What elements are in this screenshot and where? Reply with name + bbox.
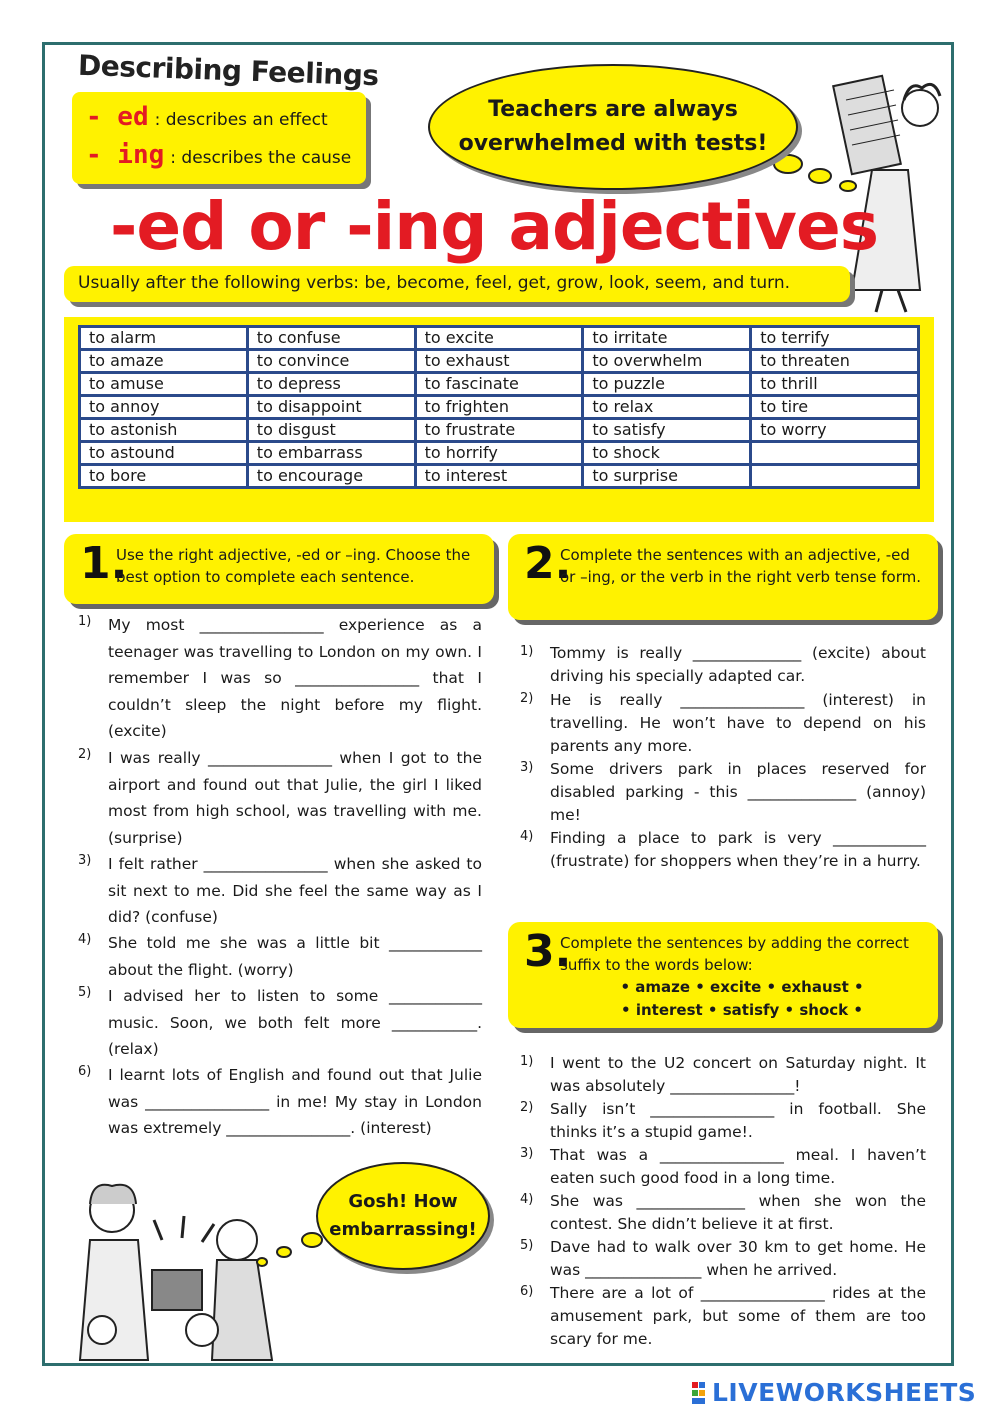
liveworksheets-brand[interactable]: LIVEWORKSHEETS — [712, 1378, 977, 1407]
exercise3-number: 3. — [524, 926, 572, 977]
key-text-ing: : describes the cause — [170, 148, 352, 168]
verb-cell: to horrify — [415, 442, 583, 465]
key-row-ed — [86, 102, 352, 140]
verb-cell: to confuse — [247, 327, 415, 350]
item-number: 5) — [78, 985, 92, 1000]
exercise2-instruction: Complete the sentences with an adjective, -ed or –ing, or the verb in the right verb tense form. — [560, 546, 921, 586]
item-text[interactable]: I was really ________________ when I got to the airport and found out that Julie, the girl I liked most from high school, was travelling with me. (surprise) — [108, 749, 482, 847]
verb-cell — [751, 465, 919, 488]
item-text[interactable]: Sally isn’t ________________ in football. She thinks it’s a stupid game!. — [550, 1100, 926, 1141]
verb-cell: to astonish — [80, 419, 248, 442]
children-illustration — [62, 1180, 302, 1365]
verb-table-row — [80, 465, 919, 488]
exercise2-item — [520, 689, 926, 758]
item-number: 5) — [520, 1238, 534, 1253]
verb-table — [78, 325, 920, 489]
item-text[interactable]: I learnt lots of English and found out that Julie was ________________ in me! My stay in London was extremely ________________. (interest) — [108, 1066, 482, 1137]
exercise1-item — [78, 851, 482, 931]
verb-cell: to embarrass — [247, 442, 415, 465]
exercise2-item — [520, 642, 926, 688]
feelings-title: Describing Feelings — [77, 48, 380, 93]
item-text[interactable]: That was a ________________ meal. I haven’t eaten such good food in a long time. — [550, 1146, 926, 1187]
item-number: 3) — [78, 853, 92, 868]
exercise3-instruction: Complete the sentences by adding the correct suffix to the words below: — [560, 934, 909, 974]
item-number: 2) — [520, 691, 534, 706]
thought-bubble-bottom: Gosh! How embarrassing! — [316, 1162, 490, 1270]
item-text[interactable]: My most ________________ experience as a teenager was travelling to London on my own. I remember I was so ________________ that I couldn’t sleep the night before my flight. (excite) — [108, 616, 482, 740]
verb-cell: to excite — [415, 327, 583, 350]
exercise1-item — [78, 930, 482, 983]
verb-cell: to convince — [247, 350, 415, 373]
verb-cell: to surprise — [583, 465, 751, 488]
verb-cell: to amuse — [80, 373, 248, 396]
item-text[interactable]: She was ______________ when she won the contest. She didn’t believe it at first. — [550, 1192, 926, 1233]
verbs-note: Usually after the following verbs: be, become, feel, get, grow, look, seem, and turn. — [64, 266, 850, 302]
verb-cell: to frustrate — [415, 419, 583, 442]
verb-cell: to terrify — [751, 327, 919, 350]
verb-table-row — [80, 373, 919, 396]
exercise2-header — [508, 534, 938, 620]
verb-cell: to worry — [751, 419, 919, 442]
exercise2-item — [520, 758, 926, 827]
verb-table-container — [64, 317, 934, 522]
key-text-ed: : describes an effect — [154, 110, 328, 130]
exercise3-words-line1: • amaze • excite • exhaust • — [620, 978, 864, 996]
item-text[interactable]: I felt rather ________________ when she asked to sit next to me. Did she feel the same way as I did? (confuse) — [108, 855, 482, 926]
verb-cell: to satisfy — [583, 419, 751, 442]
verb-cell: to thrill — [751, 373, 919, 396]
exercise1-instruction: Use the right adjective, -ed or –ing. Choose the best option to complete each sentence. — [116, 546, 471, 586]
key-suffix-ed: - ed — [86, 102, 149, 132]
exercise1-item — [78, 745, 482, 851]
item-number: 1) — [520, 1054, 534, 1069]
exercise1-item — [78, 1062, 482, 1142]
thought-bubble-top: Teachers are always overwhelmed with tests! — [428, 64, 798, 190]
item-number: 2) — [78, 747, 92, 762]
exercise3-header — [508, 922, 938, 1028]
exercise2-item — [520, 827, 926, 873]
item-text[interactable]: I advised her to listen to some ____________ music. Soon, we both felt more ___________. (relax) — [108, 987, 482, 1058]
item-number: 6) — [78, 1064, 92, 1079]
verb-cell: to overwhelm — [583, 350, 751, 373]
exercise3-item — [520, 1190, 926, 1236]
item-text[interactable]: Finding a place to park is very ____________ (frustrate) for shoppers when they’re in a hurry. — [550, 829, 926, 870]
main-title: -ed or -ing adjectives — [110, 188, 879, 265]
verb-cell: to tire — [751, 396, 919, 419]
item-number: 4) — [520, 1192, 534, 1207]
verb-cell: to threaten — [751, 350, 919, 373]
verb-cell: to astound — [80, 442, 248, 465]
verb-cell: to alarm — [80, 327, 248, 350]
verb-cell: to disappoint — [247, 396, 415, 419]
verb-cell: to frighten — [415, 396, 583, 419]
item-number: 3) — [520, 760, 534, 775]
verb-cell: to disgust — [247, 419, 415, 442]
item-text[interactable]: I went to the U2 concert on Saturday night. It was absolutely ________________! — [550, 1054, 926, 1095]
verb-cell: to amaze — [80, 350, 248, 373]
verb-cell: to puzzle — [583, 373, 751, 396]
exercise3-item — [520, 1236, 926, 1282]
verb-cell: to interest — [415, 465, 583, 488]
verb-table-row — [80, 442, 919, 465]
item-text[interactable]: Some drivers park in places reserved for disabled parking - this ______________ (annoy) me! — [550, 760, 926, 824]
verb-table-row — [80, 396, 919, 419]
key-row-ing — [86, 140, 352, 178]
verb-cell: to exhaust — [415, 350, 583, 373]
item-number: 2) — [520, 1100, 534, 1115]
verb-cell: to fascinate — [415, 373, 583, 396]
exercise2-number: 2. — [524, 538, 572, 589]
verb-cell: to encourage — [247, 465, 415, 488]
item-number: 1) — [78, 614, 92, 629]
verb-cell: to annoy — [80, 396, 248, 419]
verb-cell: to relax — [583, 396, 751, 419]
item-text[interactable]: She told me she was a little bit ____________ about the flight. (worry) — [108, 934, 482, 979]
item-text[interactable]: Tommy is really ______________ (excite) about driving his specially adapted car. — [550, 644, 926, 685]
verb-table-row — [80, 350, 919, 373]
item-number: 4) — [78, 932, 92, 947]
item-text[interactable]: There are a lot of ________________ rides at the amusement park, but some of them are too scary for me. — [550, 1284, 926, 1348]
verb-table-row — [80, 419, 919, 442]
item-number: 4) — [520, 829, 534, 844]
exercise3-item — [520, 1052, 926, 1098]
verb-cell: to shock — [583, 442, 751, 465]
verb-cell: to bore — [80, 465, 248, 488]
liveworksheets-logo-icon — [692, 1382, 706, 1404]
verb-cell: to irritate — [583, 327, 751, 350]
verb-cell: to depress — [247, 373, 415, 396]
item-text[interactable]: Dave had to walk over 30 km to get home. He was _______________ when he arrived. — [550, 1238, 926, 1279]
exercise1-item — [78, 983, 482, 1063]
verb-table-row — [80, 327, 919, 350]
item-number: 6) — [520, 1284, 534, 1299]
verb-cell — [751, 442, 919, 465]
suffix-key-box — [72, 92, 366, 184]
item-number: 3) — [520, 1146, 534, 1161]
item-text[interactable]: He is really ________________ (interest) in travelling. He won’t have to depend on his parents any more. — [550, 691, 926, 755]
exercise1-item — [78, 612, 482, 745]
exercise3-item — [520, 1282, 926, 1351]
exercise3-words-line2: • interest • satisfy • shock • — [621, 1001, 863, 1019]
key-suffix-ing: - ing — [86, 140, 165, 170]
item-number: 1) — [520, 644, 534, 659]
exercise1-header — [64, 534, 494, 604]
exercise3-item — [520, 1098, 926, 1144]
exercise3-body — [560, 932, 924, 1022]
exercise1-number: 1. — [80, 538, 128, 589]
exercise3-item — [520, 1144, 926, 1190]
